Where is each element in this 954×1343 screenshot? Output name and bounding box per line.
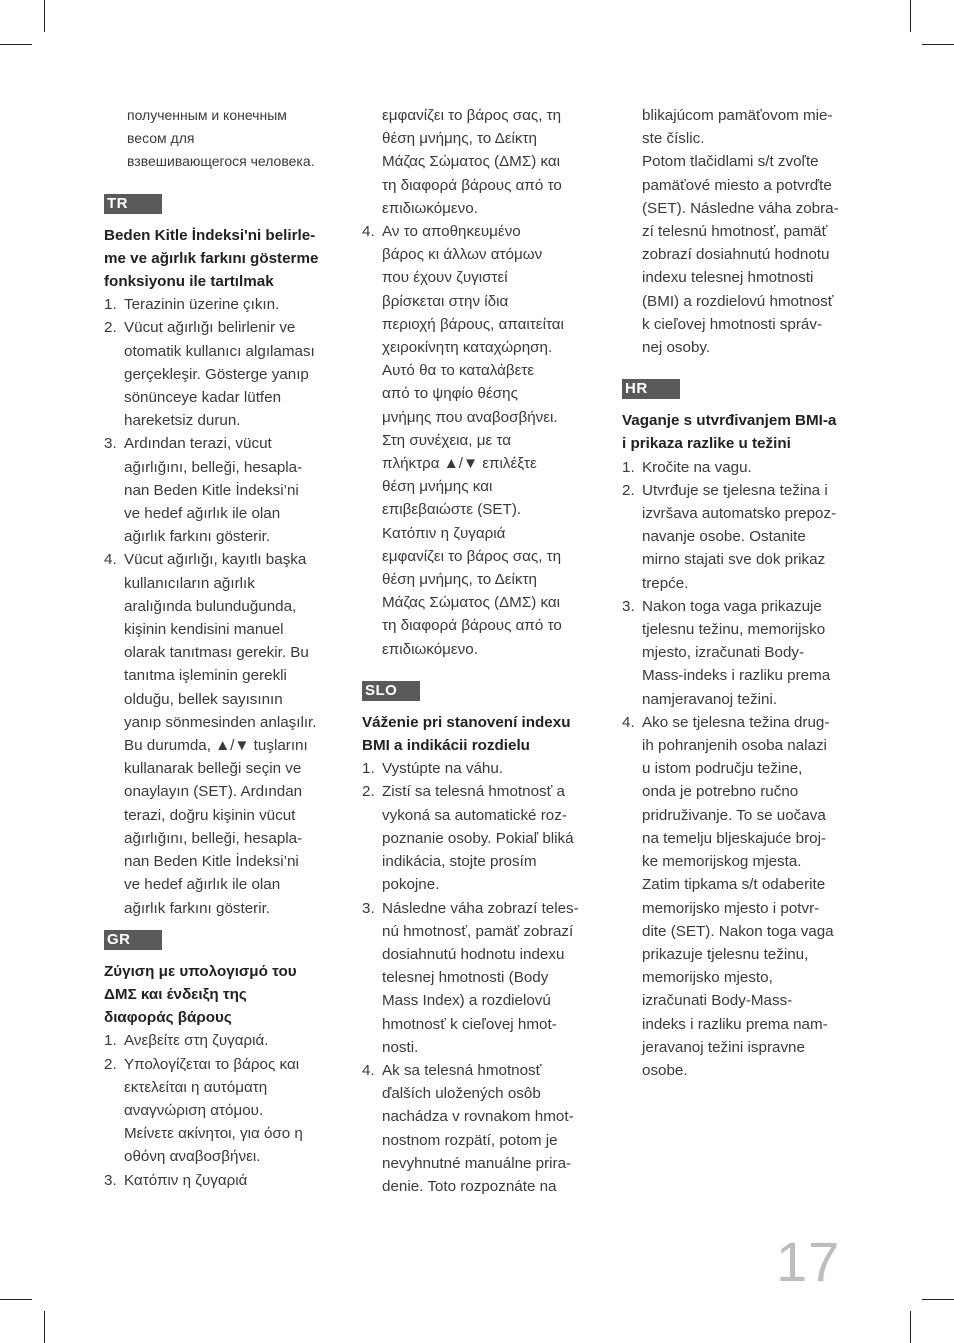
- text-line: nosti.: [382, 1038, 419, 1056]
- text-line: u istom području težine,: [642, 760, 803, 778]
- text-line: Υπολογίζεται το βάρος και: [124, 1055, 300, 1073]
- text-line: ih pohranjenih osoba nalazi: [642, 737, 827, 755]
- text-line: Κατόπιν η ζυγαριά: [382, 524, 506, 542]
- language-badge-gr: GR: [104, 930, 162, 950]
- list-item: [362, 1059, 597, 1198]
- text-line: Μάζας Σώματος (ΔΜΣ) και: [382, 153, 561, 171]
- text-line: Μείνετε ακίνητοι, για όσο η: [124, 1125, 303, 1143]
- text-line: prikazuje tjelesnu težinu,: [642, 945, 809, 963]
- list-item: [104, 1169, 339, 1192]
- language-badge-hr: HR: [622, 379, 680, 399]
- text-line: gerçekleşir. Gösterge yanıp: [124, 365, 309, 383]
- heading-line: Váženie pri stanovení indexu: [362, 713, 571, 731]
- text-line: zí telesnú hmotnosť, pamäť: [642, 223, 828, 241]
- section-heading-gr: [104, 960, 339, 1030]
- text-line: εμφανίζει το βάρος σας, τη: [382, 547, 562, 565]
- text-line: sönünceye kadar lütfen: [124, 389, 282, 407]
- text-line: Zistí sa telesná hmotnosť a: [382, 783, 565, 801]
- text-line: βρίσκεται στην ίδια: [382, 292, 509, 310]
- text-line: οθόνη αναβοσβήνει.: [124, 1148, 261, 1166]
- text-line: ağırlığını, belleği, hesapla-: [124, 829, 303, 847]
- item-number: 2.: [622, 481, 635, 499]
- text-line: Mass Index) a rozdielovú: [382, 992, 551, 1010]
- list-item: [104, 1053, 339, 1169]
- text-line: hareketsiz durun.: [124, 412, 241, 430]
- heading-line: Beden Kitle İndeksi'ni belirle-: [104, 226, 316, 244]
- list-item: [362, 897, 597, 1059]
- text-line: Στη συνέχεια, με τα: [382, 431, 512, 449]
- heading-line: i prikaza razlike u težini: [622, 435, 791, 453]
- text-line: Αν το αποθηκευμένο: [382, 223, 521, 241]
- text-line: Ardından terazi, vücut: [124, 435, 272, 453]
- text-line: взвешивающегося человека.: [127, 153, 315, 170]
- crop-mark: [0, 44, 32, 45]
- text-line: otomatik kullanıcı algılaması: [124, 342, 315, 360]
- text-line: na temelju bljeskajuće broj-: [642, 829, 827, 847]
- text-line: trepće.: [642, 574, 689, 592]
- steps-list-slo: [362, 757, 597, 1198]
- text-line: terazi, doğru kişinin vücut: [124, 806, 296, 824]
- text-line: indexu telesnej hmotnosti: [642, 269, 814, 287]
- item-number: 1.: [622, 458, 635, 476]
- section-heading-hr: [622, 409, 857, 455]
- text-line: θέση μνήμης, το Δείκτη: [382, 130, 537, 148]
- text-line: nostnom rozpätí, potom je: [382, 1131, 558, 1149]
- crop-mark: [0, 1299, 32, 1300]
- language-badge-slo: SLO: [362, 681, 420, 701]
- text-line: nan Beden Kitle İndeksi’ni: [124, 853, 299, 871]
- text-line: denie. Toto rozpoznáte na: [382, 1177, 557, 1195]
- text-line: επιδιωκόμενο.: [382, 640, 478, 658]
- text-line: nachádza v rovnakom hmot-: [382, 1108, 574, 1126]
- text-line: olarak tanıtması gerekir. Bu: [124, 644, 309, 662]
- text-line: Vücut ağırlığı, kayıtlı başka: [124, 551, 307, 569]
- text-line: dosiahnutú hodnotu indexu: [382, 945, 565, 963]
- text-line: τη διαφορά βάρους από το: [382, 176, 562, 194]
- text-line: izračunati Body-Mass-: [642, 992, 793, 1010]
- list-item: [622, 456, 857, 479]
- text-line: αναγνώριση ατόμου.: [124, 1101, 264, 1119]
- page-number: 17: [776, 1230, 841, 1293]
- list-item: [362, 780, 597, 896]
- text-line: navanje osobe. Ostanite: [642, 528, 806, 546]
- text-line: nevyhnutné manuálne prira-: [382, 1154, 572, 1172]
- section-heading-slo: [362, 711, 597, 757]
- heading-line: fonksiyonu ile tartılmak: [104, 273, 274, 291]
- item-number: 1.: [362, 760, 375, 778]
- crop-mark: [44, 1311, 45, 1343]
- item-number: 3.: [362, 899, 375, 917]
- text-line: vykoná sa automatické roz-: [382, 806, 567, 824]
- text-line: Mass-indeks i razliku prema: [642, 667, 831, 685]
- text-line: ağırlığını, belleği, hesapla-: [124, 458, 303, 476]
- text-line: μνήμης που αναβοσβήνει.: [382, 408, 558, 426]
- text-line: θέση μνήμης, το Δείκτη: [382, 571, 537, 589]
- text-line: επιβεβαιώστε (SET).: [382, 501, 522, 519]
- text-line: pridruživanje. To se uočava: [642, 806, 826, 824]
- text-line: namjeravanoj težini.: [642, 690, 778, 708]
- text-line: ste číslic.: [642, 130, 705, 148]
- text-line: βάρος κι άλλων ατόμων: [382, 246, 543, 264]
- item-number: 3.: [104, 1171, 117, 1189]
- text-line: весом для: [127, 130, 195, 147]
- russian-tail-text: [104, 104, 339, 174]
- text-line: ağırlık farkını gösterir.: [124, 899, 271, 917]
- list-item: [104, 293, 339, 316]
- item-number: 4.: [362, 223, 375, 241]
- text-line: onaylayın (SET). Ardından: [124, 783, 303, 801]
- text-line: επιδιωκόμενο.: [382, 199, 478, 217]
- crop-mark: [922, 1299, 954, 1300]
- text-line: Následne váha zobrazí teles-: [382, 899, 579, 917]
- text-line: Κατόπιν η ζυγαριά: [124, 1171, 248, 1189]
- text-line: Vystúpte na váhu.: [382, 760, 504, 778]
- text-line: indeks i razliku prema nam-: [642, 1015, 828, 1033]
- text-line: pokojne.: [382, 876, 440, 894]
- text-line: kişinin kendisini manuel: [124, 621, 284, 639]
- text-line: memorijsko mjesto i potvr-: [642, 899, 820, 917]
- item-number: 4.: [622, 713, 635, 731]
- crop-mark: [910, 0, 911, 32]
- item-number: 3.: [622, 597, 635, 615]
- list-item: [104, 432, 339, 548]
- heading-line: διαφοράς βάρους: [104, 1009, 232, 1027]
- list-item: [362, 757, 597, 780]
- text-line: onda je potrebno ručno: [642, 783, 799, 801]
- text-line: indikácia, stojte prosím: [382, 853, 537, 871]
- text-line: nan Beden Kitle İndeksi’ni: [124, 481, 299, 499]
- text-line: hmotnosť k cieľovej hmot-: [382, 1015, 557, 1033]
- text-line: Ανεβείτε στη ζυγαριά.: [124, 1032, 269, 1050]
- item-number: 4.: [104, 551, 117, 569]
- text-line: εμφανίζει το βάρος σας, τη: [382, 107, 562, 124]
- list-item: [104, 316, 339, 432]
- text-line: Αυτό θα το καταλάβετε: [382, 362, 535, 380]
- text-line: Nakon toga vaga prikazuje: [642, 597, 822, 615]
- item-number: 1.: [104, 1032, 117, 1050]
- text-line: ke memorijskog mjesta.: [642, 853, 802, 871]
- crop-mark: [910, 1311, 911, 1343]
- text-line: kullanarak belleği seçin ve: [124, 760, 302, 778]
- steps-list-gr-cont: [362, 220, 597, 661]
- heading-line: Vaganje s utvrđivanjem BMI-a: [622, 412, 837, 430]
- text-line: τη διαφορά βάρους από το: [382, 617, 562, 635]
- text-line: εκτελείται η αυτόματη: [124, 1078, 268, 1096]
- heading-line: me ve ağırlık farkını gösterme: [104, 249, 319, 267]
- text-line: blikajúcom pamäťovom mie-: [642, 107, 833, 124]
- section-heading-tr: [104, 224, 339, 294]
- text-line: Kročite na vagu.: [642, 458, 752, 476]
- item-number: 4.: [362, 1061, 375, 1079]
- text-line: ağırlık farkını gösterir.: [124, 528, 271, 546]
- item-number: 1.: [104, 296, 117, 314]
- steps-list-hr: [622, 456, 857, 1082]
- text-line: Μάζας Σώματος (ΔΜΣ) και: [382, 594, 561, 612]
- text-line: περιοχή βάρους, απαιτείται: [382, 315, 564, 333]
- text-line: kullanıcıların ağırlık: [124, 574, 255, 592]
- text-line: Potom tlačidlami s/t zvoľte: [642, 153, 819, 171]
- list-item: [104, 1029, 339, 1052]
- text-line: ďalších uložených osôb: [382, 1085, 541, 1103]
- text-line: mirno stajati sve dok prikaz: [642, 551, 826, 569]
- list-item: [622, 711, 857, 1082]
- slovak-step-4-continued: [622, 104, 857, 359]
- text-line: aralığında bulunduğunda,: [124, 597, 297, 615]
- crop-mark: [922, 44, 954, 45]
- text-line: tjelesnu težinu, memorijsko: [642, 621, 826, 639]
- text-line: Ako se tjelesna težina drug-: [642, 713, 830, 731]
- text-line: (SET). Následne váha zobra-: [642, 199, 839, 217]
- text-line: Zatim tipkama s/t odaberite: [642, 876, 826, 894]
- text-line: nú hmotnosť, pamäť zobrazí: [382, 922, 574, 940]
- greek-step-3-continued: [362, 104, 597, 220]
- text-line: (BMI) a rozdielovú hmotnosť: [642, 292, 834, 310]
- text-line: nej osoby.: [642, 339, 711, 357]
- list-item: [104, 548, 339, 919]
- heading-line: BMI a indikácii rozdielu: [362, 737, 530, 755]
- item-number: 2.: [104, 319, 117, 337]
- text-line: Utvrđuje se tjelesna težina i: [642, 481, 828, 499]
- text-line: zobrazí dosiahnutú hodnotu: [642, 246, 830, 264]
- text-line: θέση μνήμης και: [382, 478, 493, 496]
- text-line: poznanie osoby. Pokiaľ bliká: [382, 829, 574, 847]
- column-2: [362, 104, 597, 1198]
- crop-mark: [44, 0, 45, 32]
- text-line: χειροκίνητη καταχώρηση.: [382, 339, 553, 357]
- text-line: από το ψηφίο θέσης: [382, 385, 518, 403]
- item-number: 2.: [104, 1055, 117, 1073]
- text-line: που έχουν ζυγιστεί: [382, 269, 508, 287]
- list-item: [622, 479, 857, 595]
- text-line: osobe.: [642, 1061, 688, 1079]
- column-1: [104, 104, 339, 1192]
- text-line: Terazinin üzerine çıkın.: [124, 296, 280, 314]
- text-line: jeravanoj težini ispravne: [642, 1038, 805, 1056]
- column-3: [622, 104, 857, 1082]
- steps-list-tr: [104, 293, 339, 919]
- text-line: izvršava automatsko prepoz-: [642, 505, 837, 523]
- text-line: pamäťové miesto a potvrďte: [642, 176, 832, 194]
- text-line: mjesto, izračunati Body-: [642, 644, 805, 662]
- language-badge-tr: TR: [104, 194, 162, 214]
- item-number: 2.: [362, 783, 375, 801]
- text-line: πλήκτρα ▲/▼ επιλέξτε: [382, 455, 537, 473]
- text-line: ve hedef ağırlık ile olan: [124, 876, 281, 894]
- text-line: tanıtma işleminin gerekli: [124, 667, 287, 685]
- text-line: memorijsko mjesto,: [642, 969, 773, 987]
- text-line: полученным и конечным: [127, 107, 287, 123]
- list-item: [362, 220, 597, 661]
- text-line: yanıp sönmesinden anlaşılır.: [124, 713, 317, 731]
- text-line: k cieľovej hmotnosti správ-: [642, 315, 822, 333]
- text-line: Ak sa telesná hmotnosť: [382, 1061, 542, 1079]
- steps-list-gr: [104, 1029, 339, 1191]
- text-line: Vücut ağırlığı belirlenir ve: [124, 319, 296, 337]
- text-line: dite (SET). Nakon toga vaga: [642, 922, 834, 940]
- heading-line: Ζύγιση με υπολογισμό του: [104, 962, 297, 980]
- text-line: olduğu, bellek sayısının: [124, 690, 283, 708]
- text-line: Bu durumda, ▲/▼ tuşlarını: [124, 737, 308, 755]
- item-number: 3.: [104, 435, 117, 453]
- heading-line: ΔΜΣ και ένδειξη της: [104, 985, 247, 1003]
- list-item: [622, 595, 857, 711]
- text-line: ve hedef ağırlık ile olan: [124, 505, 281, 523]
- text-line: telesnej hmotnosti (Body: [382, 969, 549, 987]
